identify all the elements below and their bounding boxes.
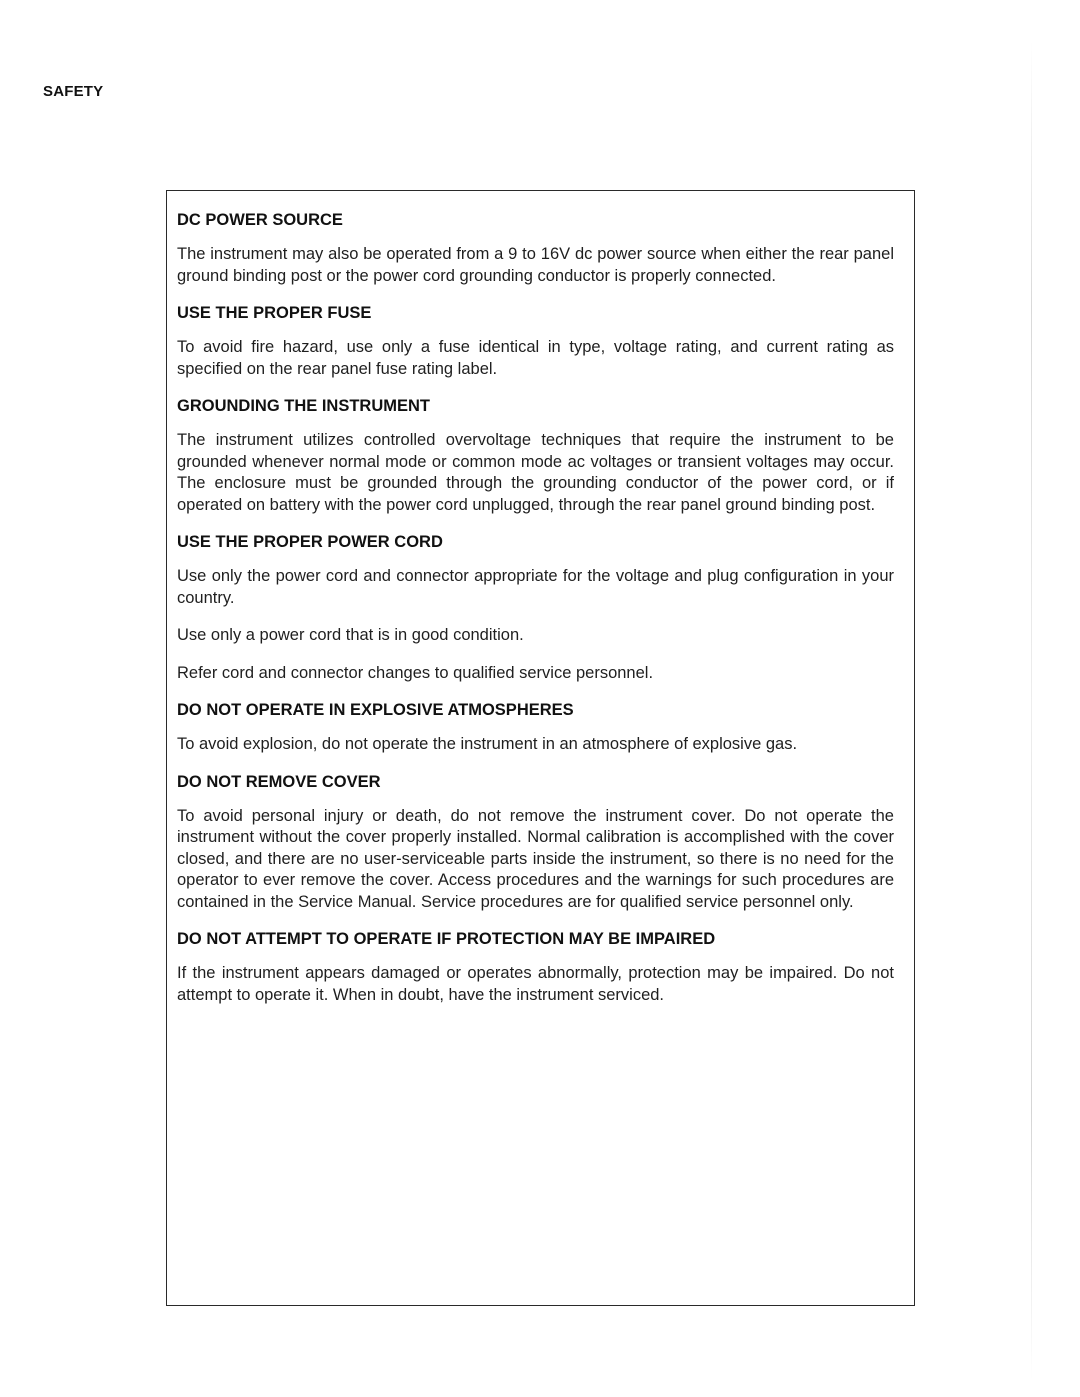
safety-notice-box <box>166 190 915 1306</box>
section-heading: USE THE PROPER FUSE <box>177 304 372 322</box>
section-heading: DO NOT REMOVE COVER <box>177 772 381 791</box>
section-paragraph: To avoid fire hazard, use only a fuse identical in type, voltage rating, and current rating as specified on the rear panel fuse rating label. <box>177 338 894 378</box>
section-use-proper-fuse <box>177 303 894 380</box>
running-head: SAFETY <box>43 83 104 100</box>
section-use-proper-power-cord <box>177 532 894 684</box>
section-paragraph: To avoid personal injury or death, do not remove the instrument cover. Do not operate the instrument without the cover properly installed. Normal calibration is accomplished with the cover closed, and there are no user-serviceable parts inside the instrument, so there is no need for the operator to ever remove the cover. Access procedures and the warnings for such procedures are contained in the Service Manual. Service procedures are for qualified service personnel only. <box>177 806 894 911</box>
section-dc-power-source <box>177 210 894 287</box>
section-do-not-remove-cover <box>177 772 894 914</box>
section-paragraph: The instrument utilizes controlled overvoltage techniques that require the instrument to be grounded whenever normal mode or common mode ac voltages or transient voltages may occur. The enclosure must be grounded through the grounding conductor of the power cord, or if operated on battery with the power cord unplugged, through the rear panel ground binding post. <box>177 431 894 514</box>
safety-notice-content <box>177 210 894 1022</box>
scan-edge-line <box>1031 40 1032 1380</box>
section-heading: USE THE PROPER POWER CORD <box>177 533 443 551</box>
section-heading: DC POWER SOURCE <box>177 211 343 229</box>
section-paragraph: Refer cord and connector changes to qualified service personnel. <box>177 663 654 682</box>
section-paragraph: The instrument may also be operated from a 9 to 16V dc power source when either the rear panel ground binding post or the power cord grounding conductor is properly connected. <box>177 245 894 285</box>
section-heading: DO NOT ATTEMPT TO OPERATE IF PROTECTION MAY BE IMPAIRED <box>177 930 716 948</box>
section-paragraph: Use only a power cord that is in good condition. <box>177 626 524 644</box>
section-heading: GROUNDING THE INSTRUMENT <box>177 397 430 415</box>
section-paragraph: If the instrument appears damaged or operates abnormally, protection may be impaired. Do not attempt to operate it. When in doubt, have the instrument serviced. <box>177 964 894 1004</box>
section-heading: DO NOT OPERATE IN EXPLOSIVE ATMOSPHERES <box>177 701 574 719</box>
section-paragraph: Use only the power cord and connector appropriate for the voltage and plug configuration in your country. <box>177 567 894 607</box>
section-protection-impaired <box>177 929 894 1006</box>
section-explosive-atmospheres <box>177 700 894 756</box>
section-paragraph: To avoid explosion, do not operate the instrument in an atmosphere of explosive gas. <box>177 735 798 753</box>
section-grounding-instrument <box>177 396 894 516</box>
